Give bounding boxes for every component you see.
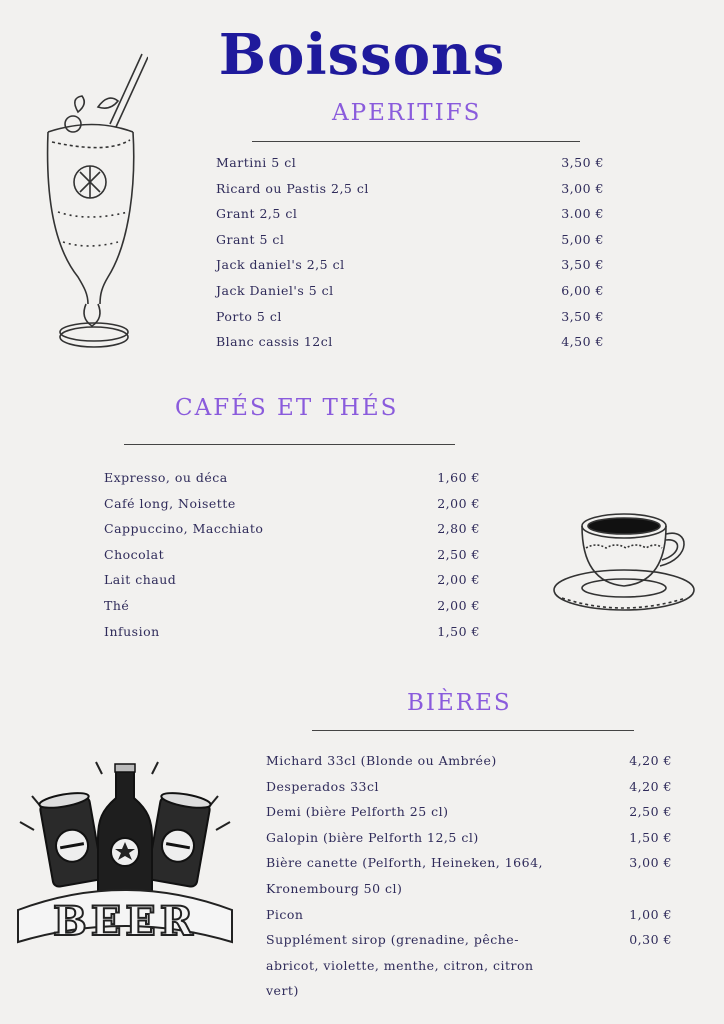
menu-item-name: Martini 5 cl — [216, 155, 297, 170]
menu-item-price: 2,50 € — [437, 546, 480, 562]
menu-item — [216, 331, 604, 357]
section-divider-aperitifs — [252, 141, 580, 142]
menu-item-price: 1,00 € — [629, 906, 672, 922]
menu-item — [104, 621, 480, 647]
menu-item-price: 3,00 € — [629, 855, 672, 871]
menu-item-price: 1,50 € — [629, 829, 672, 845]
menu-item — [216, 280, 604, 306]
menu-item-price: 3.00 € — [561, 206, 604, 222]
menu-item — [216, 152, 604, 178]
menu-item-price: 4,20 € — [629, 753, 672, 768]
menu-item-price: 5,00 € — [561, 231, 604, 247]
menu-item-price: 3,50 € — [561, 257, 604, 273]
menu-item-price: 2,80 € — [437, 521, 480, 537]
menu-item — [104, 493, 480, 519]
menu-item-price: 3,50 € — [561, 308, 604, 324]
menu-item-name: Expresso, ou déca — [104, 470, 228, 485]
menu-item-name: Café long, Noisette — [104, 495, 236, 511]
bieres-menu — [266, 750, 672, 1006]
menu-item-name: Kronembourg 50 cl) — [266, 880, 403, 896]
menu-item-price: 1,60 € — [437, 470, 480, 485]
section-title-cafes: CAFÉS ET THÉS — [175, 395, 399, 421]
menu-item — [266, 929, 672, 955]
menu-item-price: 3,50 € — [561, 155, 604, 170]
menu-item — [266, 776, 672, 802]
cocktail-glass-illustration — [38, 52, 148, 357]
menu-item-name: Cappuccino, Macchiato — [104, 521, 264, 537]
menu-item — [266, 980, 672, 1006]
menu-item — [104, 544, 480, 570]
beer-illustration — [12, 760, 238, 950]
beer-logo-text: BEER — [52, 898, 198, 945]
menu-item — [104, 518, 480, 544]
menu-item-price: 0,30 € — [629, 932, 672, 948]
menu-item-name: Jack daniel's 2,5 cl — [216, 257, 345, 273]
menu-item-price: 4,20 € — [629, 778, 672, 794]
menu-item — [266, 750, 672, 776]
menu-item-name: Ricard ou Pastis 2,5 cl — [216, 180, 369, 196]
menu-item-name: Michard 33cl (Blonde ou Ambrée) — [266, 753, 497, 768]
menu-item-name: Supplément sirop (grenadine, pêche- — [266, 932, 519, 948]
menu-item — [104, 595, 480, 621]
menu-item-name: Bière canette (Pelforth, Heineken, 1664, — [266, 855, 544, 871]
section-divider-bieres — [312, 730, 634, 731]
menu-item-name: Porto 5 cl — [216, 308, 282, 324]
menu-item-price: 4,50 € — [561, 334, 604, 350]
page-title: Boissons — [218, 22, 506, 88]
menu-item-price: 2,50 € — [629, 804, 672, 820]
menu-item — [266, 801, 672, 827]
menu-item-name: Demi (bière Pelforth 25 cl) — [266, 804, 449, 820]
menu-item-name: Grant 2,5 cl — [216, 206, 298, 222]
menu-item-price: 2,00 € — [437, 597, 480, 613]
menu-item — [266, 955, 672, 981]
menu-item-name: Lait chaud — [104, 572, 177, 588]
menu-item-price: 2,00 € — [437, 495, 480, 511]
menu-item-name: Jack Daniel's 5 cl — [216, 282, 334, 298]
menu-item — [216, 254, 604, 280]
section-title-aperitifs: APERITIFS — [332, 100, 482, 126]
menu-item — [266, 852, 672, 878]
menu-item-name: Galopin (bière Pelforth 12,5 cl) — [266, 829, 479, 845]
menu-item-price: 3,00 € — [561, 180, 604, 196]
menu-item-name: Picon — [266, 906, 304, 922]
section-title-bieres: BIÈRES — [407, 690, 512, 716]
menu-item — [266, 904, 672, 930]
menu-item — [104, 467, 480, 493]
menu-item-price: 2,00 € — [437, 572, 480, 588]
menu-item-price: 6,00 € — [561, 282, 604, 298]
menu-item — [266, 827, 672, 853]
menu-item — [216, 306, 604, 332]
menu-item-name: Infusion — [104, 623, 160, 639]
menu-item — [104, 569, 480, 595]
menu-item-name: Grant 5 cl — [216, 231, 285, 247]
menu-item — [216, 229, 604, 255]
menu-item-name: vert) — [266, 983, 299, 999]
menu-item-name: Thé — [104, 597, 130, 613]
menu-item — [216, 203, 604, 229]
menu-item-name: Desperados 33cl — [266, 778, 379, 794]
coffee-cup-illustration — [552, 508, 698, 614]
cafes-menu — [104, 467, 480, 646]
menu-item — [266, 878, 672, 904]
menu-item-price: 1,50 € — [437, 623, 480, 639]
section-divider-cafes — [124, 444, 455, 445]
aperitifs-menu — [216, 152, 604, 357]
menu-item — [216, 178, 604, 204]
menu-item-name: Chocolat — [104, 546, 165, 562]
menu-item-name: abricot, violette, menthe, citron, citron — [266, 957, 534, 973]
menu-item-name: Blanc cassis 12cl — [216, 334, 333, 350]
